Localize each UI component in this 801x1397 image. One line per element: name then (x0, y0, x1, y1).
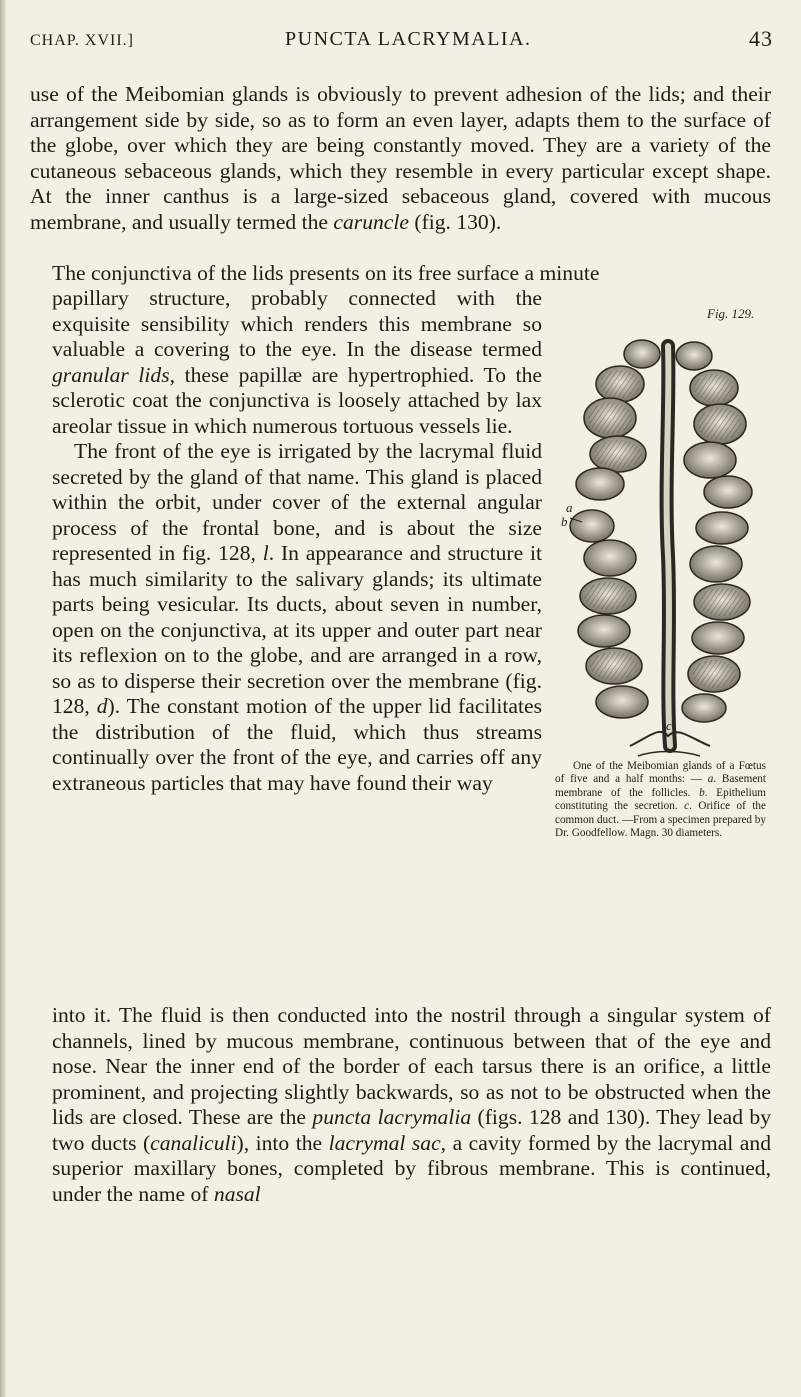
text-run: papillary structure, probably connected with the exquisite sensibility which renders this membrane so valuable a covering to the eye. In the disease termed (52, 286, 542, 361)
term-lacrymal-sac: lacrymal sac (328, 1130, 441, 1155)
text-run: the (301, 209, 334, 234)
ref-letter-d: d (96, 694, 108, 718)
caption-text (555, 760, 766, 840)
ref-letter-l: l (262, 541, 269, 565)
text-run: into it. The fluid is then conducted into the nostril through a singular system of channels, lined by mucous membrane, continuous between that of the eye and nose. Near the inner end of the border of each tarsus there is an orifice, a little prominent, and projecting slightly backwards, so as not to be obstructed when the lids are closed. These are the (52, 1003, 771, 1129)
page-number: 43 (749, 26, 773, 51)
paragraph-conjunctiva (52, 286, 542, 439)
text-run: One of the Meibomian glands of a Fœtus of five and a half months: — (555, 760, 766, 786)
term-granular-lids: granular lids (52, 362, 170, 387)
meibomian-gland-illustration (560, 326, 765, 762)
paragraph-puncta (52, 1003, 771, 1207)
chapter-label: CHAP. XVII.] (30, 32, 134, 49)
text-run: ). The constant motion of the upper lid facilitates the distribution of the fluid, which thus streams continually over the front of the eye, and carries off any extraneous particles that may have found their way (52, 694, 542, 795)
caption-letter-a: a (707, 773, 714, 786)
term-caruncle: caruncle (333, 209, 409, 234)
figure-caption (555, 760, 766, 840)
term-puncta-lacrymalia: puncta lacrymalia (312, 1105, 472, 1129)
running-header (30, 26, 773, 60)
caption-letter-b: b (699, 786, 705, 799)
caption-letter-c: c (684, 800, 690, 813)
text-run: The conjunctiva of the lids presents on its free surface a minute (52, 261, 600, 285)
figure-letter-c: c (666, 718, 672, 733)
text-run: . Basement membrane of the follicles. (555, 773, 766, 799)
figure-letter-a: a (566, 500, 573, 515)
term-nasal: nasal (213, 1181, 261, 1206)
text-run: The front of the eye is irrigated by the lacrymal fluid secreted by the gland of that name. This gland is placed within the orbit, under cover of the external angular process of the frontal bone, and is about the size represented in fig. 128, (52, 439, 542, 565)
running-title: PUNCTA LACRYMALIA. (285, 28, 532, 50)
text-run: . In appearance and structure it has much similarity to the salivary glands; its ultimate parts being vesicular. Its ducts, about seven in number, open on the conjunctiva, at its upper and outer part near its reflexion on to the globe, and are arranged in a row, so as to disperse their secretion over the membrane (fig. 128, (52, 541, 542, 718)
text-run: . Epithelium constituting the secretion. (555, 786, 766, 813)
text-run: , a cavity formed by the lacrymal and superior maxillary bones, completed by fibrous membrane. This is continued, under the name of (52, 1130, 771, 1206)
paragraph-lacrymal-gland (52, 439, 542, 796)
text-run: ), into the (236, 1130, 329, 1155)
text-run: (fig. 130). (408, 209, 502, 234)
page-binding-edge (0, 0, 6, 1397)
text-run: . Orifice of the common duct. —From a specimen prepared by Dr. Goodfellow. Magn. 30 diameters. (555, 800, 766, 840)
figure-letter-b: b (561, 514, 568, 529)
term-canaliculi: canaliculi (150, 1130, 237, 1155)
paragraph-meibomian-text: use of the Meibomian glands is obviously to prevent adhesion of the lids; and their arrangement side by side, so as to form an even layer, adapts them to the surface of the globe, over which they are being constantly moved. They are a variety of the cutaneous sebaceous glands, which they resemble in every particular except shape. At the inner canthus is a large-sized sebaceous gland, covered with mucous membrane, and usually termed (30, 82, 771, 234)
figure-label: Fig. 129. (707, 306, 755, 321)
text-run: (figs. 128 and 130). They lead by two ducts ( (52, 1105, 771, 1155)
paragraph-conjunctiva-first-line (30, 261, 771, 287)
paragraph-meibomian (30, 82, 771, 235)
text-run: , these papillæ are hypertrophied. To the sclerotic coat the conjunctiva is loosely attached by lax areolar tissue in which numerous tortuous vessels lie. (52, 362, 543, 438)
